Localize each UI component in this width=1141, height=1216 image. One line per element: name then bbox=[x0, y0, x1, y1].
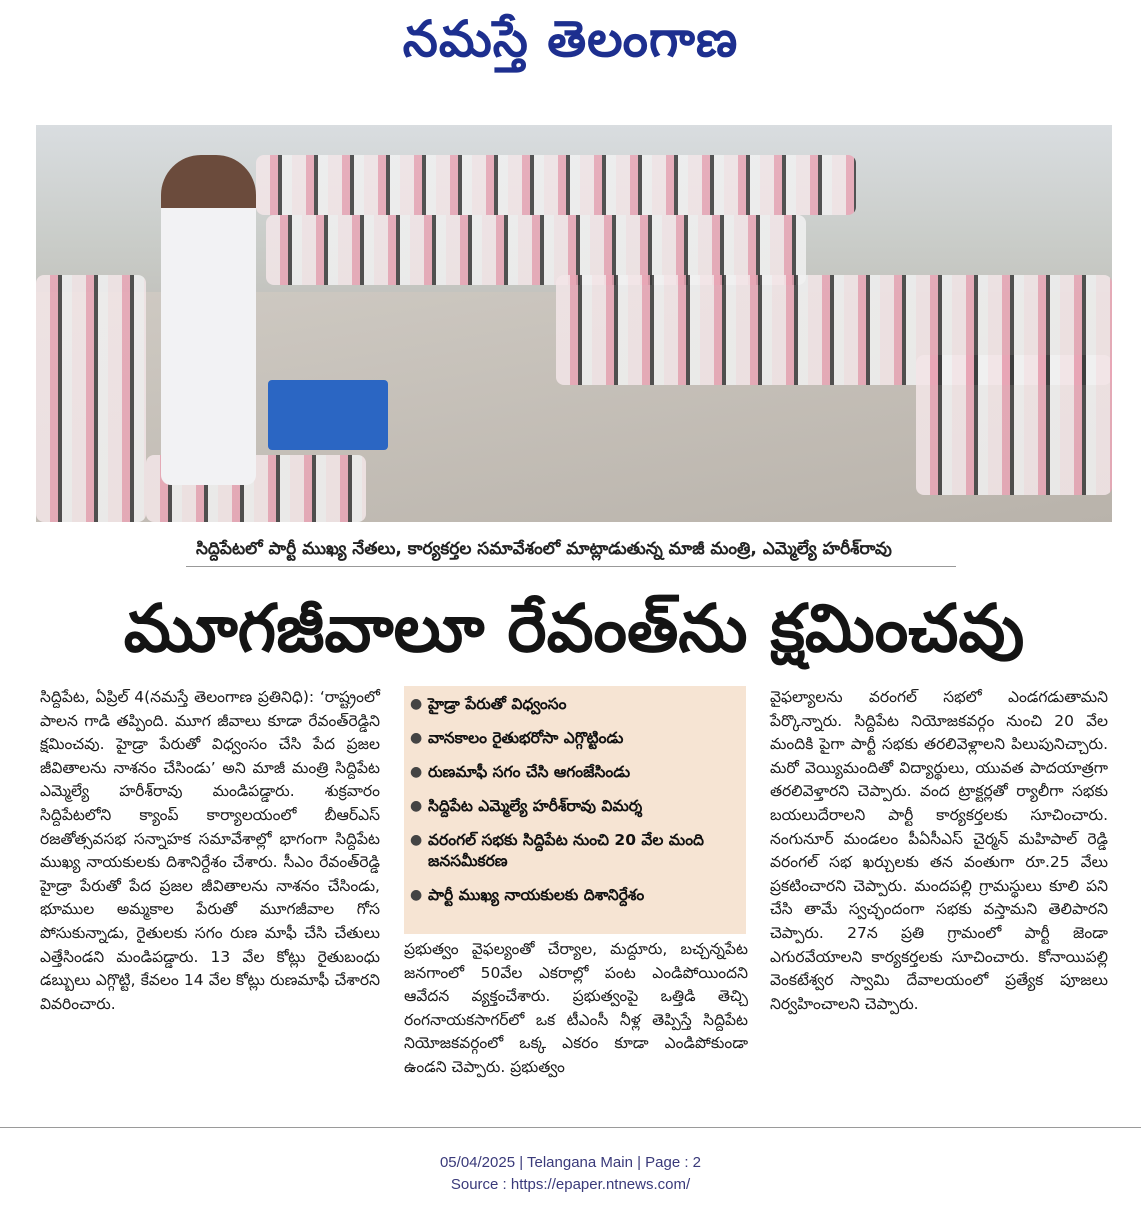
article-column-left bbox=[40, 686, 380, 1111]
highlight-item bbox=[410, 830, 740, 872]
highlight-text: రుణమాఫీ సగం చేసి ఆగంజేసిండు bbox=[428, 763, 631, 781]
footer-source-link[interactable]: Source : https://epaper.ntnews.com/ bbox=[450, 1176, 691, 1193]
audience-row bbox=[916, 355, 1112, 495]
bullet-icon: ● bbox=[410, 764, 423, 780]
highlight-text: వరంగల్ సభకు సిద్దిపేట నుంచి 20 వేల మంది జనసమీకరణ bbox=[428, 831, 705, 870]
blue-table bbox=[268, 380, 388, 450]
bullet-icon: ● bbox=[410, 887, 423, 903]
article-text-middle: ప్రభుత్వం వైఫల్యంతో చేర్యాల, మద్దూరు, బచ్చన్నపేట జనగాంలో 50వేల ఎకరాల్లో పంట ఎండిపోయిందని ఆవేదన వ్యక్తంచేశారు. ప్రభుత్వంపై ఒత్తిడి తెచ్చి రంగనాయకసాగర్‌లో ఒక టీఎంసీ నీళ్ల తెప్పిస్తే సిద్దిపేట నియోజకవర్గంలో ఒక్క ఎకరం కూడా ఎండిపోకుండా ఉండని చెప్పారు. ప్రభుత్వం bbox=[404, 940, 748, 1076]
article-headline: మూగజీవాలూ రేవంత్‌ను క్షమించవు bbox=[123, 590, 1025, 667]
highlight-text: సిద్దిపేట ఎమ్మెల్యే హరీశ్‌రావు విమర్శ bbox=[428, 797, 643, 815]
highlight-item bbox=[410, 762, 740, 783]
photo-caption: సిద్దిపేటలో పార్టీ ముఖ్య నేతలు, కార్యకర్తల సమావేశంలో మాట్లాడుతున్న మాజీ మంత్రి, ఎమ్మెల్యే హరీశ్‌రావు bbox=[196, 539, 892, 559]
caption-divider bbox=[186, 566, 956, 567]
news-photo bbox=[36, 125, 1112, 522]
article-text-right: వైఫల్యాలను వరంగల్ సభలో ఎండగడుతామని పేర్కొన్నారు. సిద్దిపేట నియోజకవర్గం నుంచి 20 వేల మందికి పైగా పార్టీ సభకు తరలివెళ్లాలని పిలుపునిచ్చారు. మరో వెయ్యిమందితో విద్యార్థులు, యువత పాదయాత్రగా తరలివెళ్తారని చెప్పారు. వంద ట్రాక్టర్లతో ర్యాలీగా సభకు బయలుదేరాలని పార్టీ కార్యకర్తలకు సూచించారు. నంగునూర్ మండలం పీఏసీఎస్ చైర్మన్ మహిపాల్ రెడ్డి వరంగల్ సభ ఖర్చులకు తన వంతుగా రూ.25 వేలు ప్రకటించారని చెప్పారు. మందపల్లి గ్రామస్థులు కూలి పని చేసి తామే స్వచ్ఛందంగా సభకు వస్తామని తెలిపారని చెప్పారు. 27న ప్రతి గ్రామంలో పార్టీ జెండా ఎగురవేయాలని కార్యకర్తలకు సూచించారు. కోనాయిపల్లి వెంకటేశ్వర స్వామి దేవాలయంలో ప్రత్యేక పూజలు నిర్వహించాలని చెప్పారు. bbox=[770, 688, 1108, 1013]
highlight-item bbox=[410, 694, 740, 715]
highlight-text: హైడ్రా పేరుతో విధ్వంసం bbox=[428, 695, 567, 713]
highlight-item bbox=[410, 796, 740, 817]
highlight-text: పార్టీ ముఖ్య నాయకులకు దిశానిర్దేశం bbox=[428, 886, 645, 904]
bullet-icon: ● bbox=[410, 832, 423, 848]
footer-date-edition: 05/04/2025 | Telangana Main | Page : 2 bbox=[439, 1154, 702, 1171]
speaker-figure bbox=[161, 155, 256, 485]
highlight-item bbox=[410, 885, 740, 906]
article-column-middle bbox=[404, 938, 748, 1113]
highlights-box bbox=[404, 686, 746, 934]
audience-row bbox=[256, 155, 856, 215]
audience-row bbox=[36, 275, 146, 522]
masthead-title: నమస్తే తెలంగాణ bbox=[402, 9, 739, 68]
footer-divider bbox=[0, 1127, 1141, 1128]
highlight-text: వానకాలం రైతుభరోసా ఎగ్గొట్టిండు bbox=[428, 729, 624, 747]
bullet-icon: ● bbox=[410, 730, 423, 746]
bullet-icon: ● bbox=[410, 798, 423, 814]
highlight-item bbox=[410, 728, 740, 749]
article-column-right bbox=[770, 686, 1108, 1111]
article-text-left: సిద్దిపేట, ఏప్రిల్ 4(నమస్తే తెలంగాణ ప్రతినిధి): ‘రాష్ట్రంలో పాలన గాడి తప్పింది. మూగ జీవాలు కూడా రేవంత్‌రెడ్డిని క్షమించవు. హైడ్రా పేరుతో విధ్వంసం చేసి పేద ప్రజల జీవితాలను నాశనం చేసిండు’ అని మాజీ మంత్రి సిద్దిపేట ఎమ్మెల్యే హరీశ్‌రావు మండిపడ్డారు. శుక్రవారం సిద్దిపేటలోని క్యాంప్ కార్యాలయంలో బీఆర్‌ఎస్ రజతోత్సవసభ సన్నాహక సమావేశాల్లో భాగంగా సిద్దిపేట ముఖ్య నాయకులకు దిశానిర్దేశం చేశారు. సీఎం రేవంత్‌రెడ్డి హైడ్రా పేరుతో పేద ప్రజల జీవితాలను నాశనం చేసిండు, భూముల అమ్మకాల పేరుతో మూగజీవాల గోస పోసుకున్నాడు, రైతులకు సగం రుణ మాఫీ చేసి చేతులు ఎత్తేసిండని మండిపడ్డారు. 13 వేల కోట్లు రైతుబంధు డబ్బులు ఎగ్గొట్టి, కేవలం 14 వేల కోట్లు రుణమాఫీ చేశారని వివరించారు. bbox=[40, 688, 380, 1013]
bullet-icon: ● bbox=[410, 696, 423, 712]
